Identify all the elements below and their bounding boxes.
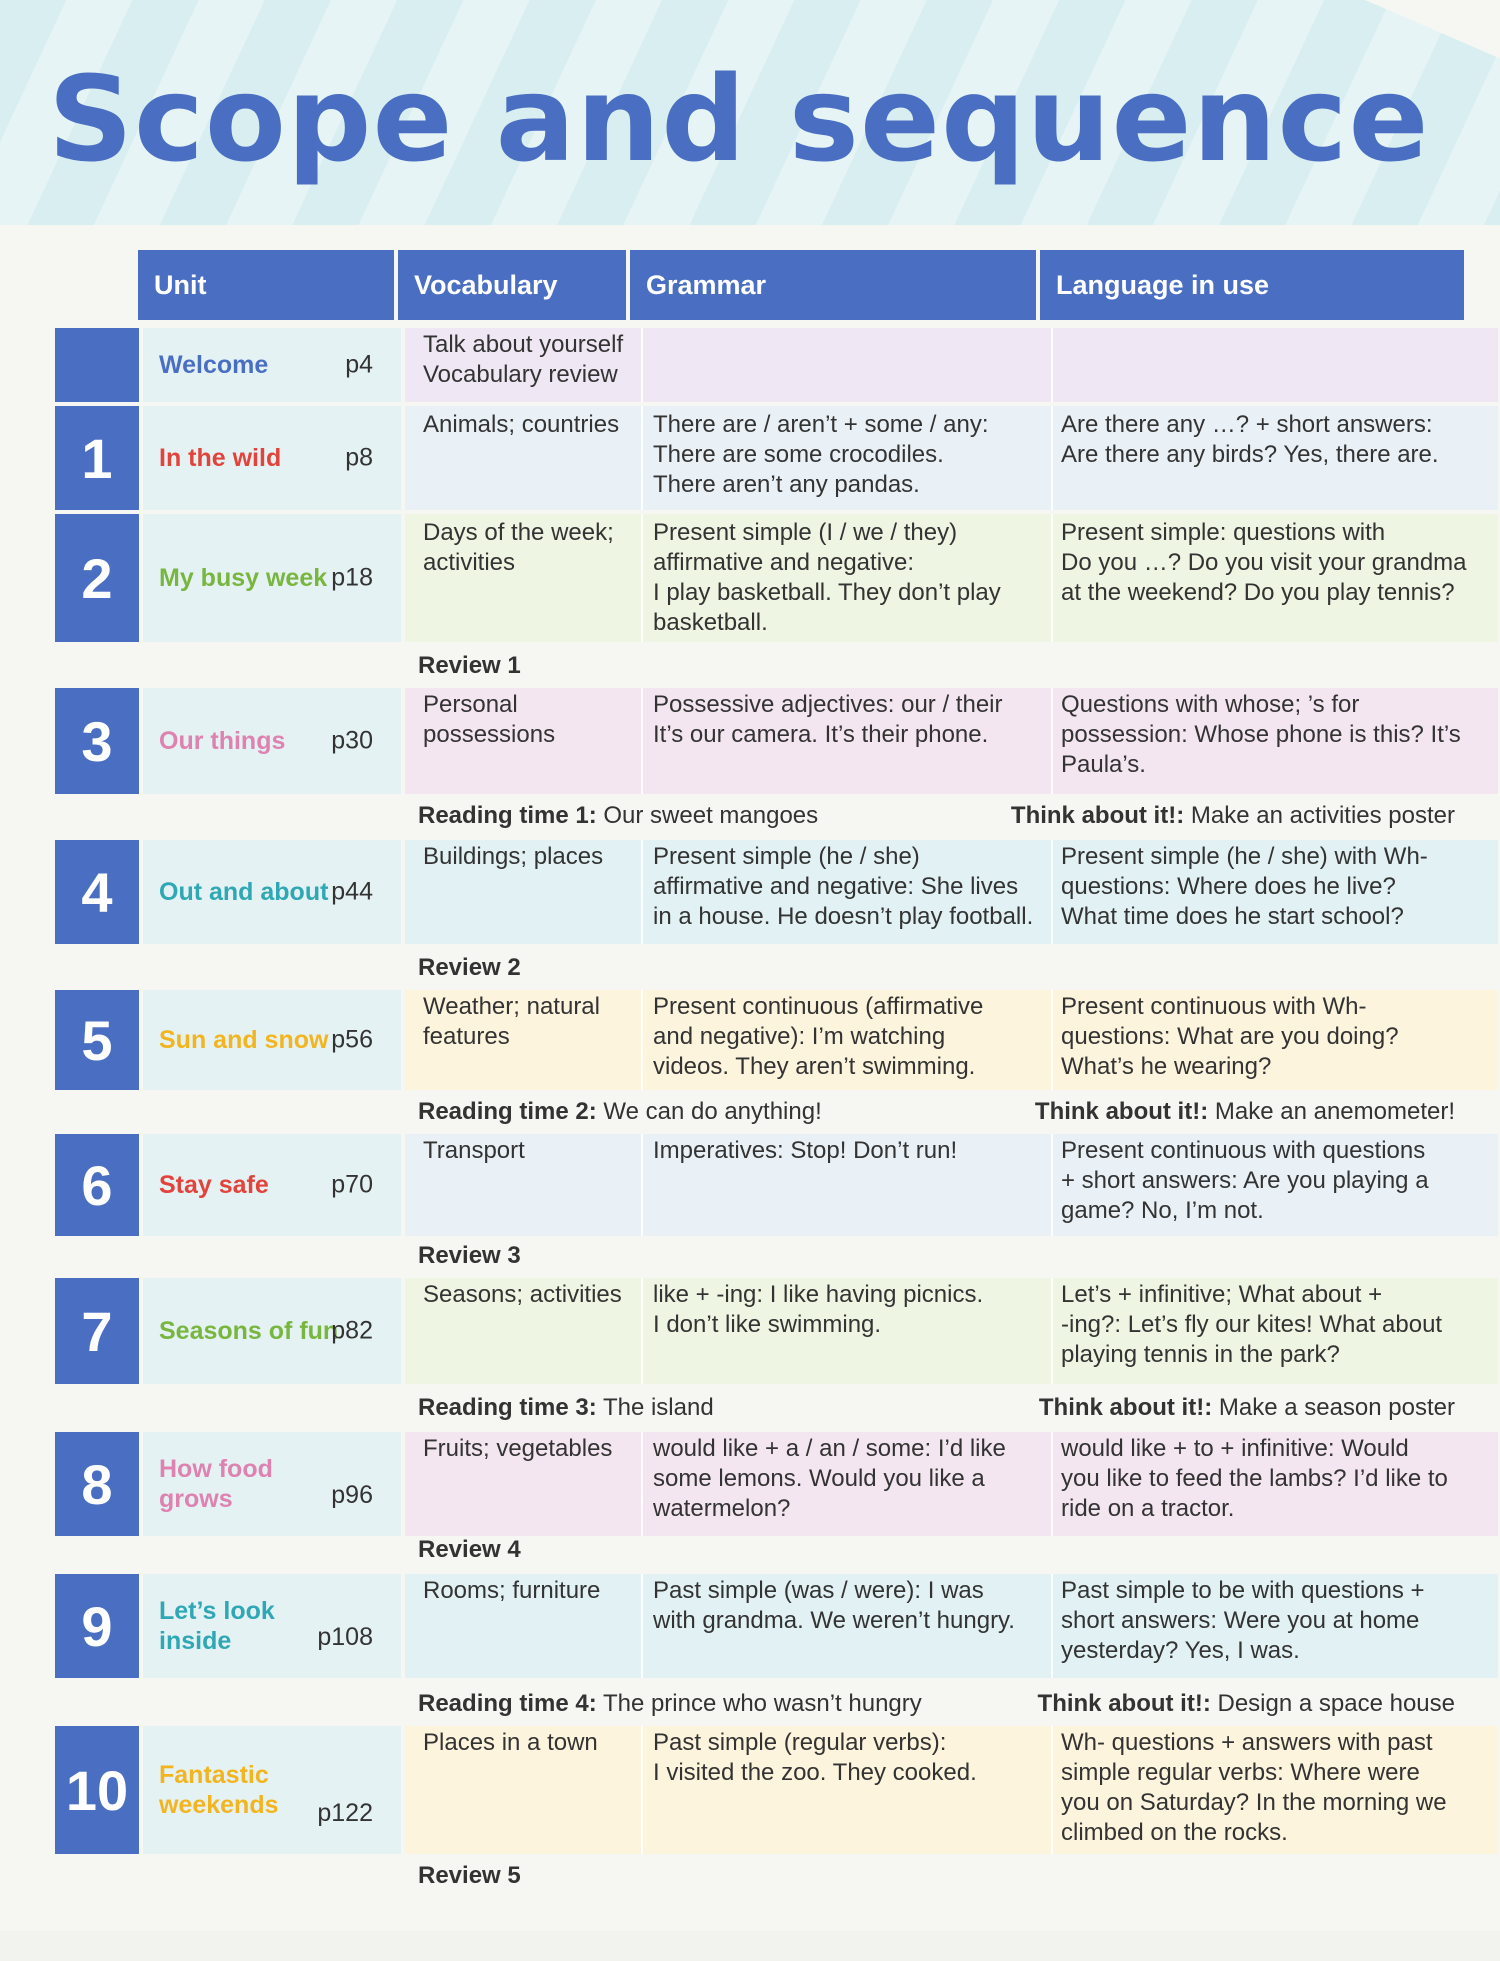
- unit-page: p4: [345, 350, 373, 379]
- column-divider: [641, 1726, 643, 1854]
- column-divider: [641, 1574, 643, 1678]
- unit-name-cell: [143, 688, 401, 794]
- vocabulary-text: Seasons; activities: [423, 1281, 622, 1308]
- column-divider: [641, 328, 643, 402]
- grammar-text: Imperatives: Stop! Don’t run!: [653, 1137, 958, 1164]
- grammar-text: Present simple (he / she) affirmative and negative: She lives in a house. He doesn’t play football.: [653, 843, 1034, 930]
- unit-number-block: 1: [55, 406, 139, 510]
- column-divider: [641, 1432, 643, 1536]
- separator-review-4: [405, 1530, 1455, 1570]
- unit-name-cell: [143, 1278, 401, 1384]
- separator-reading-4: [405, 1684, 1455, 1724]
- grammar-text: There are / aren’t + some / any: There are some crocodiles. There aren’t any pandas.: [653, 411, 989, 498]
- reading-time-title: The island: [602, 1394, 714, 1421]
- column-divider: [641, 514, 643, 642]
- unit-name-cell: [143, 990, 401, 1090]
- unit-number-block: 10: [55, 1726, 139, 1854]
- unit-name-cell: [143, 514, 401, 642]
- separator-review-2: [405, 948, 1455, 988]
- grammar-text: would like + a / an / some: I’d like some lemons. Would you like a watermelon?: [653, 1435, 1006, 1522]
- vocabulary-text: Buildings; places: [423, 843, 604, 870]
- unit-number-block: 9: [55, 1574, 139, 1678]
- reading-time-title: The prince who wasn’t hungry: [602, 1690, 922, 1717]
- unit-page: p70: [331, 1170, 373, 1199]
- header-unit: Unit: [138, 250, 394, 320]
- unit-number-block: [55, 328, 139, 402]
- unit-content: [405, 990, 1498, 1090]
- unit-content: [405, 1432, 1498, 1536]
- separator-review-3: [405, 1236, 1455, 1276]
- unit-name-cell: [143, 328, 401, 402]
- column-divider: [641, 1278, 643, 1384]
- unit-name: My busy week: [159, 564, 328, 592]
- vocabulary-text: Rooms; furniture: [423, 1577, 601, 1604]
- column-divider: [1051, 840, 1053, 944]
- think-text: Make a season poster: [1218, 1394, 1455, 1421]
- review-label: Review 1: [418, 652, 521, 679]
- unit-name: Let’s look inside: [159, 1597, 275, 1655]
- separator-reading-3: [405, 1388, 1455, 1428]
- separator-review-1: [405, 646, 1455, 686]
- column-divider: [1051, 406, 1053, 510]
- column-divider: [641, 990, 643, 1090]
- review-label: Review 5: [418, 1862, 521, 1889]
- unit-content: [405, 328, 1498, 402]
- unit-name-cell: [143, 1726, 401, 1854]
- unit-name: Seasons of fun: [159, 1317, 339, 1345]
- page-bottom-edge: [0, 1931, 1500, 1961]
- review-label: Review 3: [418, 1242, 521, 1269]
- review-label: Review 4: [418, 1536, 521, 1563]
- vocabulary-text: Days of the week; activities: [423, 519, 614, 576]
- unit-page: p82: [331, 1316, 373, 1345]
- unit-row-7: [55, 1278, 1498, 1384]
- unit-number-block: 2: [55, 514, 139, 642]
- unit-page: p44: [331, 877, 373, 906]
- review-label: Review 2: [418, 954, 521, 981]
- column-divider: [1051, 1574, 1053, 1678]
- header-vocabulary: Vocabulary: [398, 250, 626, 320]
- unit-content: [405, 1278, 1498, 1384]
- grammar-text: Past simple (regular verbs): I visited the zoo. They cooked.: [653, 1729, 977, 1786]
- language-text: Present continuous with Wh- questions: What are you doing? What’s he wearing?: [1061, 993, 1399, 1080]
- unit-name-cell: [143, 406, 401, 510]
- unit-page: p18: [331, 563, 373, 592]
- unit-row-8: [55, 1432, 1498, 1536]
- vocabulary-text: Talk about yourself Vocabulary review: [423, 331, 624, 388]
- header-language: Language in use: [1040, 250, 1464, 320]
- grammar-text: Present continuous (affirmative and negative): I’m watching videos. They aren’t swimming.: [653, 993, 984, 1080]
- column-divider: [1051, 1432, 1053, 1536]
- language-text: Present simple: questions with Do you …? Do you visit your grandma at the weekend? Do you play tennis?: [1061, 519, 1467, 606]
- reading-time-label: Reading time 1:: [418, 802, 597, 829]
- grammar-text: Present simple (I / we / they) affirmative and negative: I play basketball. They don’t play basketball.: [653, 519, 1001, 636]
- column-divider: [1051, 1278, 1053, 1384]
- vocabulary-text: Personal possessions: [423, 691, 556, 748]
- column-divider: [641, 406, 643, 510]
- unit-name: Welcome: [159, 351, 269, 379]
- unit-number-block: 3: [55, 688, 139, 794]
- unit-number-block: 7: [55, 1278, 139, 1384]
- unit-row-6: [55, 1134, 1498, 1236]
- unit-row-welcome: [55, 328, 1498, 402]
- unit-row-1: [55, 406, 1498, 510]
- unit-page: p8: [345, 443, 373, 472]
- grammar-text: Past simple (was / were): I was with grandma. We weren’t hungry.: [653, 1577, 1015, 1634]
- unit-row-10: [55, 1726, 1498, 1854]
- separator-reading-2: [405, 1092, 1455, 1132]
- unit-number-block: 8: [55, 1432, 139, 1536]
- unit-name-cell: [143, 840, 401, 944]
- column-divider: [1051, 328, 1053, 402]
- unit-name: Out and about: [159, 878, 329, 906]
- think-text: Design a space house: [1217, 1690, 1455, 1717]
- vocabulary-text: Transport: [423, 1137, 525, 1164]
- reading-time-label: Reading time 4:: [418, 1690, 597, 1717]
- unit-content: [405, 840, 1498, 944]
- unit-name-cell: [143, 1574, 401, 1678]
- column-divider: [1051, 688, 1053, 794]
- language-text: Past simple to be with questions + short answers: Were you at home yesterday? Yes, I was.: [1061, 1577, 1425, 1664]
- column-divider: [1051, 990, 1053, 1090]
- unit-name: Stay safe: [159, 1171, 269, 1199]
- column-divider: [641, 1134, 643, 1236]
- language-text: Wh- questions + answers with past simple regular verbs: Where were you on Saturday? In the morning we climbed on the rocks.: [1061, 1729, 1447, 1846]
- unit-row-5: [55, 990, 1498, 1090]
- column-divider: [1051, 514, 1053, 642]
- reading-time-label: Reading time 2:: [418, 1098, 597, 1125]
- think-label: Think about it!:: [1038, 1394, 1213, 1421]
- think-label: Think about it!:: [1037, 1690, 1211, 1717]
- unit-content: [405, 1574, 1498, 1678]
- unit-name-cell: [143, 1134, 401, 1236]
- unit-page: p122: [317, 1799, 373, 1827]
- unit-row-9: [55, 1574, 1498, 1678]
- separator-reading-1: [405, 796, 1455, 836]
- language-text: would like + to + infinitive: Would you like to feed the lambs? I’d like to ride on a tractor.: [1061, 1435, 1448, 1522]
- unit-content: [405, 1134, 1498, 1236]
- vocabulary-text: Animals; countries: [423, 411, 620, 438]
- unit-name: Sun and snow: [159, 1026, 329, 1054]
- header-grammar: Grammar: [630, 250, 1036, 320]
- think-text: Make an activities poster: [1190, 802, 1455, 829]
- unit-page: p30: [331, 726, 373, 755]
- table-header: [138, 250, 1464, 320]
- reading-time-title: Our sweet mangoes: [603, 802, 819, 829]
- vocabulary-text: Places in a town: [423, 1729, 598, 1756]
- unit-name-cell: [143, 1432, 401, 1536]
- unit-page: p108: [317, 1623, 373, 1651]
- unit-name: Our things: [159, 727, 286, 755]
- think-label: Think about it!:: [1010, 802, 1185, 829]
- unit-content: [405, 514, 1498, 642]
- vocabulary-text: Weather; natural features: [423, 993, 600, 1050]
- reading-time-label: Reading time 3:: [418, 1394, 597, 1421]
- column-divider: [1051, 1726, 1053, 1854]
- grammar-text: Possessive adjectives: our / their It’s our camera. It’s their phone.: [653, 691, 1003, 748]
- column-divider: [641, 688, 643, 794]
- unit-content: [405, 688, 1498, 794]
- unit-name: How food grows: [159, 1455, 273, 1513]
- column-divider: [641, 840, 643, 944]
- unit-content: [405, 406, 1498, 510]
- think-label: Think about it!:: [1034, 1098, 1209, 1125]
- unit-name: In the wild: [159, 444, 282, 472]
- unit-row-2: [55, 514, 1498, 642]
- language-text: Present continuous with questions + short answers: Are you playing a game? No, I’m not.: [1061, 1137, 1429, 1224]
- language-text: Let’s + infinitive; What about + -ing?: Let’s fly our kites! What about playing tennis in the park?: [1061, 1281, 1443, 1368]
- language-text: Questions with whose; ’s for possession: Whose phone is this? It’s Paula’s.: [1061, 691, 1461, 778]
- unit-number-block: 5: [55, 990, 139, 1090]
- unit-row-3: [55, 688, 1498, 794]
- unit-row-4: [55, 840, 1498, 944]
- unit-page: p96: [331, 1481, 373, 1509]
- separator-review-5: [405, 1856, 1455, 1896]
- vocabulary-text: Fruits; vegetables: [423, 1435, 613, 1462]
- unit-name: Fantastic weekends: [159, 1761, 279, 1819]
- reading-time-title: We can do anything!: [603, 1098, 822, 1125]
- unit-content: [405, 1726, 1498, 1854]
- unit-number-block: 6: [55, 1134, 139, 1236]
- language-text: Are there any …? + short answers: Are there any birds? Yes, there are.: [1061, 411, 1439, 468]
- unit-page: p56: [331, 1025, 373, 1054]
- think-text: Make an anemometer!: [1214, 1098, 1455, 1125]
- column-divider: [1051, 1134, 1053, 1236]
- page-title: Scope and sequence: [48, 50, 1430, 188]
- language-text: Present simple (he / she) with Wh- questions: Where does he live? What time does he start school?: [1061, 843, 1428, 930]
- grammar-text: like + -ing: I like having picnics. I don’t like swimming.: [653, 1281, 984, 1338]
- unit-number-block: 4: [55, 840, 139, 944]
